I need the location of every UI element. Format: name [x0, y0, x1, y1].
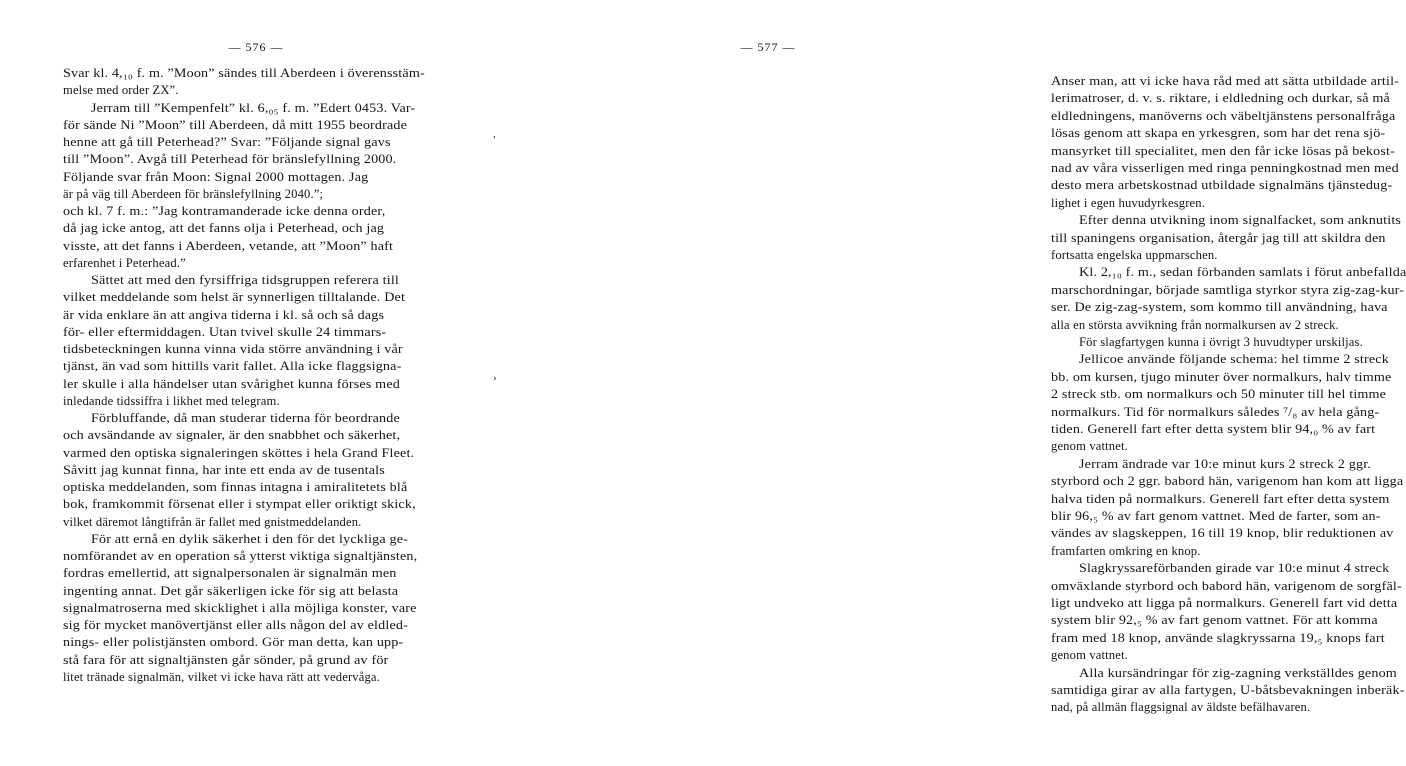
text-line: nad, på allmän flaggsignal av äldste befälhavaren. — [1051, 700, 1311, 715]
text-line: Såvitt jag kunnat finna, har inte ett enda av de tusentals — [63, 462, 385, 477]
text-line: och kl. 7 f. m.: ”Jag kontramanderade icke denna order, — [63, 204, 386, 218]
scan-speck: , — [493, 128, 496, 140]
text-line: genom vattnet. — [1051, 439, 1128, 454]
text-line: Svar kl. 4,₁₀ f. m. ”Moon” sändes till Aberdeen i överensstäm- — [63, 66, 425, 80]
text-line: ler skulle i alla händelser utan svårighet kunna förses med — [63, 376, 400, 391]
right-page — [512, 0, 1406, 766]
text-line: ingenting annat. Det går säkerligen icke för sig att belasta — [63, 583, 399, 598]
text-line: system blir 92,₅ % av fart genom vattnet. För att komma — [1051, 613, 1378, 628]
text-line: Alla kursändringar för zig-zagning verkställdes genom — [1079, 665, 1397, 680]
text-line: tidsbeteckningen kunna vinna vida större användning i vår — [63, 342, 403, 356]
text-line: Efter denna utvikning inom signalfacket, som anknutits — [1079, 213, 1402, 228]
text-line: visste, att det fanns i Aberdeen, vetande, att ”Moon” haft — [63, 238, 394, 253]
text-line: Sättet att med den fyrsiffriga tidsgruppen referera till — [91, 273, 399, 287]
text-line: signalmatroserna med skicklighet i alla möjliga konster, vare — [63, 600, 417, 615]
text-line: För slagfartygen kunna i övrigt 3 huvudtyper urskiljas. — [1079, 335, 1363, 349]
text-line: för sände Ni ”Moon” till Aberdeen, då mitt 1955 beordrade — [63, 117, 408, 132]
text-line: henne att gå till Peterhead?” Svar: ”Följande signal gavs — [63, 135, 391, 149]
text-line: är på väg till Aberdeen för bränslefyllning 2040.”; — [63, 186, 324, 201]
text-line: till ”Moon”. Avgå till Peterhead för bränslefyllning 2000. — [63, 152, 397, 167]
scan-speck: › — [493, 372, 497, 384]
text-line: fortsatta engelska uppmarschen. — [1051, 248, 1218, 262]
text-line: Kl. 2,₁₀ f. m., sedan förbanden samlats i förut anbefallda — [1079, 265, 1406, 280]
left-page — [0, 0, 512, 766]
text-line: genom vattnet. — [1051, 648, 1128, 663]
text-line: tiden. Generell fart efter detta system blir 94,₀ % av fart — [1051, 422, 1376, 436]
text-line: till spaningens organisation, återgår jag till att skildra den — [1051, 230, 1386, 245]
text-line: mansyrket till specialitet, men den får icke lösas på bekost- — [1051, 143, 1395, 158]
text-line: framfarten omkring en knop. — [1051, 543, 1201, 558]
text-line: normalkurs. Tid för normalkurs således ⁷/₈ av hela gång- — [1051, 404, 1380, 419]
text-line: vilket meddelande som helst är synnerligen tilltalande. Det — [63, 290, 406, 305]
text-line: bok, framkommit försenat eller i stympat eller oriktigt skick, — [63, 497, 416, 512]
text-line: är vida enklare än att angiva tiderna i kl. så och så dags — [63, 307, 385, 322]
text-line: halva tiden på normalkurs. Generell fart efter detta system — [1051, 491, 1390, 506]
text-line: desto mera arbetskostnad utbildade signalmäns tjänstedug- — [1051, 178, 1393, 193]
page-number: — 577 — — [740, 40, 796, 54]
text-line: lighet i egen huvudyrkesgren. — [1051, 195, 1206, 210]
text-line: blir 96,₅ % av fart genom vattnet. Med de farter, som an- — [1051, 509, 1381, 523]
text-line: tjänst, än vad som hittills varit fallet. Alla icke flaggsigna- — [63, 359, 402, 374]
text-line: styrbord och 2 ggr. babord hän, varigenom han kom att ligga — [1051, 474, 1404, 489]
text-line: Förbluffande, då man studerar tiderna för beordrande — [91, 411, 400, 425]
text-line: inledande tidssiffra i likhet med telegram. — [63, 393, 280, 408]
text-line: eldledningens, manöverns och väbeltjänstens personalfråga — [1051, 108, 1396, 123]
text-line: lösas genom att skapa en yrkesgren, som har det rena sjö- — [1051, 126, 1386, 141]
text-line: litet tränade signalmän, vilket vi icke hava rätt att vedervåga. — [63, 669, 380, 684]
text-line: omväxlande styrbord och babord hän, varigenom de sorgfäl- — [1051, 578, 1402, 593]
text-line: fordras emellertid, att signalpersonalen är signalmän men — [63, 566, 397, 581]
text-line: och avsändande av signaler, är den snabbhet och säkerhet, — [63, 428, 401, 443]
text-line: Anser man, att vi icke hava råd med att sätta utbildade artil- — [1051, 74, 1400, 88]
text-line: melse med order ZX”. — [63, 83, 179, 98]
text-line: marschordningar, började samtliga styrkor styra zig-zag-kur- — [1051, 282, 1405, 297]
text-line: erfarenhet i Peterhead.” — [63, 255, 186, 270]
text-line: då jag icke antog, att det fanns olja i Peterhead, och jag — [63, 221, 385, 236]
text-line: vilket däremot långtifrån är fallet med gnistmeddelanden. — [63, 514, 362, 529]
text-line: Jellicoe använde följande schema: hel timme 2 streck — [1079, 352, 1389, 367]
text-line: varmed den optiska signaleringen sköttes i hela Grand Fleet. — [63, 445, 415, 460]
text-line: samtidiga girar av alla fartygen, U-båtsbevakningen inberäk- — [1051, 683, 1405, 697]
text-line: 2 streck stb. om normalkurs och 50 minuter till hel timme — [1051, 387, 1387, 402]
text-line: Jerram ändrade var 10:e minut kurs 2 streck 2 ggr. — [1079, 456, 1371, 471]
text-line: Följande svar från Moon: Signal 2000 mottagen. Jag — [63, 169, 369, 184]
text-line: nad av våra visserligen med ringa penningkostnad men med — [1051, 161, 1399, 175]
text-line: fram med 18 knop, använde slagkryssarna 19,₅ knops fart — [1051, 630, 1385, 645]
text-line: bb. om kursen, tjugo minuter över normalkurs, halv timme — [1051, 369, 1392, 384]
text-line: stå fara för att signaltjänsten går sönder, på grund av för — [63, 652, 389, 667]
text-line: nings- eller polistjänsten ombord. Gör man detta, kan upp- — [63, 635, 404, 650]
text-line: Slagkryssareförbanden girade var 10:e minut 4 streck — [1079, 561, 1390, 576]
text-line: Jerram till ”Kempenfelt” kl. 6,₀₅ f. m. ”Edert 0453. Var- — [91, 100, 416, 115]
text-line: ser. De zig-zag-system, som kommo till användning, hava — [1051, 300, 1388, 315]
text-line: ligt undveko att ligga på normalkurs. Generell fart vid detta — [1051, 596, 1398, 610]
text-line: vändes av slagskeppen, 16 till 19 knop, blir reduktionen av — [1051, 526, 1394, 541]
text-line: alla en största avvikning från normalkursen av 2 streck. — [1051, 317, 1339, 332]
page-number: — 576 — — [228, 40, 284, 54]
text-line: nomförandet av en operation så ytterst viktiga signaltjänsten, — [63, 549, 418, 563]
text-line: lerimatroser, d. v. s. riktare, i eldledning och durkar, så må — [1051, 91, 1390, 106]
text-line: för- eller eftermiddagen. Utan tvivel skulle 24 timmars- — [63, 324, 387, 339]
text-line: optiska meddelanden, som finnas intagna i amiralitetets blå — [63, 480, 408, 494]
text-line: För att ernå en dylik säkerhet i den för det lyckliga ge- — [91, 531, 409, 546]
text-line: sig för mycket manövertjänst eller alls någon del av eldled- — [63, 618, 408, 632]
